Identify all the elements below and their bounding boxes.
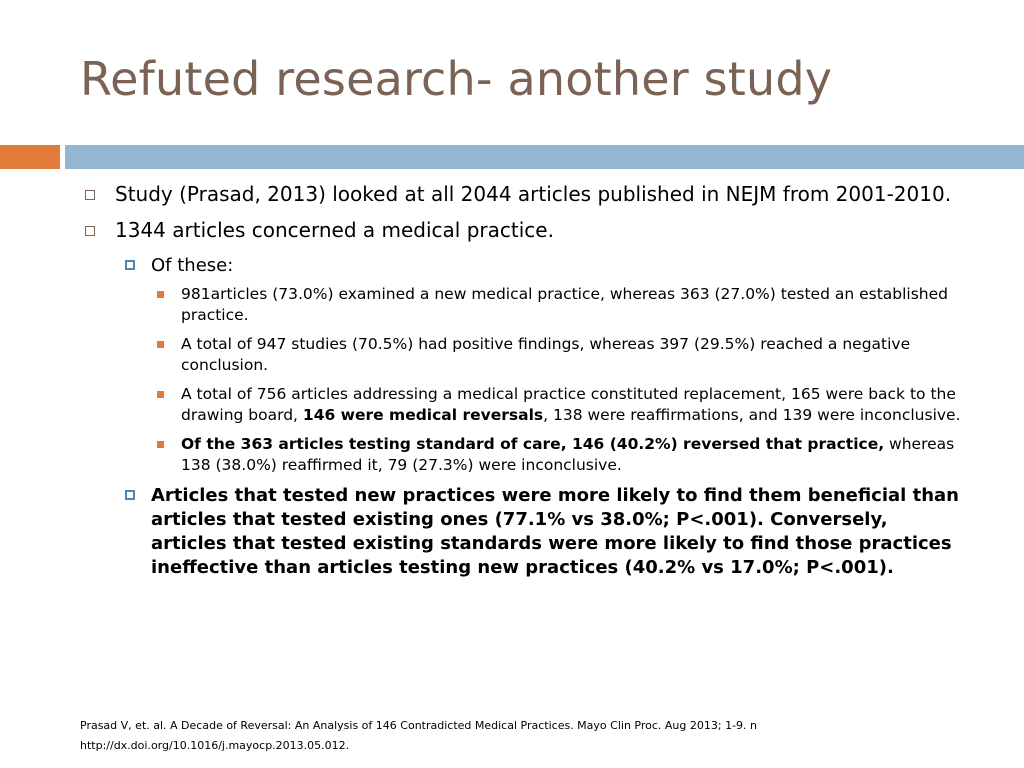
bullet-text: A total of 947 studies (70.5%) had positive findings, whereas 397 (29.5%) reached a negative conclusion. <box>181 335 911 374</box>
bullet-text: Study (Prasad, 2013) looked at all 2044 articles published in NEJM from 2001-2010. <box>115 182 952 206</box>
bullet-positive-findings <box>181 334 971 376</box>
bullet-text: A total of 756 articles addressing a medical practice constituted replacement, 165 were back to the drawing board, <box>181 385 956 424</box>
filled-square-bullet-icon <box>157 391 164 398</box>
bullet-of-these <box>151 254 966 278</box>
bullet-standard-of-care <box>181 434 971 476</box>
square-bullet-icon <box>125 490 135 500</box>
bullet-text-bold: Of the 363 articles testing standard of care, 146 (40.2%) reversed that practice, <box>181 435 885 453</box>
square-bullet-icon <box>85 226 95 236</box>
accent-bar-blue <box>65 145 1024 169</box>
bullet-study <box>115 182 965 207</box>
square-bullet-icon <box>85 190 95 200</box>
bullet-articles <box>115 218 965 243</box>
slide-body <box>0 182 1024 586</box>
slide-title: Refuted research- another study <box>80 52 833 106</box>
filled-square-bullet-icon <box>157 441 164 448</box>
bullet-text: whereas 138 (38.0%) reaffirmed it, 79 (27.3%) were inconclusive. <box>181 435 955 474</box>
bullet-new-vs-established <box>181 284 971 326</box>
filled-square-bullet-icon <box>157 341 164 348</box>
bullet-text-bold: 146 were medical reversals <box>302 406 544 424</box>
filled-square-bullet-icon <box>157 291 164 298</box>
bullet-text: 981articles (73.0%) examined a new medical practice, whereas 363 (27.0%) tested an established practice. <box>181 285 948 324</box>
accent-bar-orange <box>0 145 60 169</box>
citation-line: Prasad V, et. al. A Decade of Reversal: An Analysis of 146 Contradicted Medical Practices. Mayo Clin Proc. Aug 2013; 1-9. n <box>80 719 758 732</box>
square-bullet-icon <box>125 260 135 270</box>
bullet-text: Of these: <box>151 255 234 276</box>
citation-footnote <box>80 716 960 756</box>
bullet-reversals <box>181 384 971 426</box>
bullet-text: Articles that tested new practices were more likely to find them beneficial than articles that tested existing ones (77.1% vs 38.0%; P<.001). Conversely, articles that tested existing standards were more likely to find those practices ineffective than articles testing new practices (40.2% vs 17.0%; P<.001). <box>151 485 959 578</box>
bullet-text: 1344 articles concerned a medical practice. <box>115 218 554 242</box>
bullet-text: , 138 were reaffirmations, and 139 were inconclusive. <box>543 406 961 424</box>
citation-doi-link[interactable]: http://dx.doi.org/10.1016/j.mayocp.2013.05.012. <box>80 739 350 752</box>
bullet-conclusion <box>151 484 966 580</box>
